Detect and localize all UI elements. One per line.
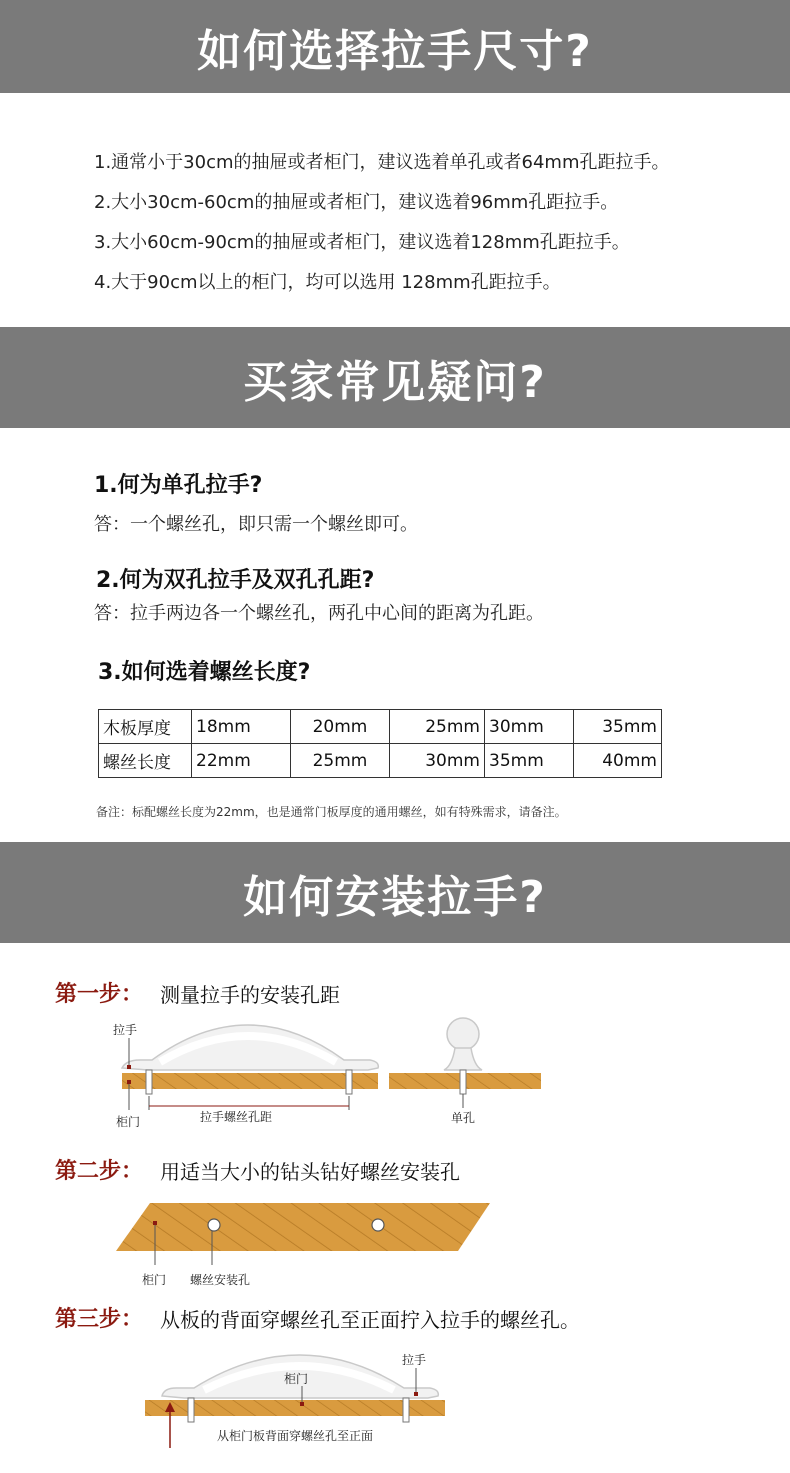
marker-dot: [414, 1392, 418, 1396]
step-3-text: 从板的背面穿螺丝孔至正面拧入拉手的螺丝孔。: [160, 1308, 580, 1332]
screw-right-3: [403, 1398, 409, 1422]
knob-neck: [444, 1048, 482, 1070]
screw-left-3: [188, 1398, 194, 1422]
table-cell: 30mm: [390, 744, 485, 778]
section-title-install: 如何安装拉手?: [243, 871, 547, 923]
knob-shape: [447, 1018, 479, 1050]
marker-dot: [300, 1402, 304, 1406]
table-cell: 18mm: [192, 710, 291, 744]
door-board: [122, 1073, 378, 1089]
label-handle-3: 拉手: [402, 1353, 427, 1367]
step-1-label: 第一步：: [55, 982, 144, 1007]
step-3-label: 第三步：: [55, 1307, 144, 1332]
step-2-label: 第二步：: [55, 1159, 144, 1184]
screw-length-table: [98, 709, 662, 778]
size-tip-1: 1.通常小于30cm的抽屉或者柜门，建议选着单孔或者64mm孔距拉手。: [94, 152, 670, 173]
table-cell: 22mm: [192, 744, 291, 778]
faq-answer-1: 答：一个螺丝孔，即只需一个螺丝即可。: [94, 514, 418, 535]
label-handle: 拉手: [113, 1023, 138, 1037]
label-screw-hole: 螺丝安装孔: [190, 1273, 251, 1287]
section-header-size: [0, 0, 790, 93]
table-cell: 木板厚度: [99, 710, 192, 744]
label-door: 柜门: [116, 1115, 141, 1129]
marker-dot: [153, 1221, 157, 1225]
table-row: [99, 710, 662, 744]
table-cell: 25mm: [390, 710, 485, 744]
table-cell: 20mm: [291, 710, 390, 744]
section-header-faq: [0, 327, 790, 428]
table-cell: 35mm: [574, 710, 662, 744]
section-title-faq: 买家常见疑问?: [243, 356, 547, 408]
handle-shape: [122, 1025, 378, 1070]
faq-answer-2: 答：拉手两边各一个螺丝孔，两孔中心间的距离为孔距。: [94, 603, 544, 624]
marker-dot: [127, 1065, 131, 1069]
faq-question-1: 1.何为单孔拉手?: [94, 473, 263, 498]
table-row: [99, 744, 662, 778]
table-cell: 螺丝长度: [99, 744, 192, 778]
step-2-text: 用适当大小的钻头钻好螺丝安装孔: [160, 1160, 460, 1184]
screw-single: [460, 1070, 466, 1094]
faq-question-3: 3.如何选着螺丝长度?: [98, 660, 311, 685]
label-hole-spacing: 拉手螺丝孔距: [200, 1110, 273, 1124]
size-tip-4: 4.大于90cm以上的柜门，均可以选用 128mm孔距拉手。: [94, 272, 561, 293]
table-cell: 30mm: [485, 710, 574, 744]
size-tip-2: 2.大小30cm-60cm的抽屉或者柜门，建议选着96mm孔距拉手。: [94, 192, 619, 213]
drill-hole-left: [208, 1219, 220, 1231]
size-tip-3: 3.大小60cm-90cm的抽屉或者柜门，建议选着128mm孔距拉手。: [94, 232, 630, 253]
section-header-install: [0, 842, 790, 943]
label-through-hole: 从柜门板背面穿螺丝孔至正面: [217, 1429, 374, 1443]
drilled-board: [116, 1203, 490, 1251]
screw-left: [146, 1070, 152, 1094]
table-cell: 35mm: [485, 744, 574, 778]
marker-dot: [127, 1080, 131, 1084]
step-1-text: 测量拉手的安装孔距: [160, 983, 340, 1007]
screw-right: [346, 1070, 352, 1094]
section-title-size: 如何选择拉手尺寸?: [197, 25, 593, 77]
label-door-2: 柜门: [142, 1273, 167, 1287]
table-cell: 25mm: [291, 744, 390, 778]
label-door-3: 柜门: [284, 1372, 309, 1386]
step-3-diagram: [0, 1340, 790, 1450]
label-single-hole: 单孔: [451, 1111, 476, 1125]
table-cell: 40mm: [574, 744, 662, 778]
screw-note: 备注：标配螺丝长度为22mm，也是通常门板厚度的通用螺丝，如有特殊需求，请备注。: [96, 805, 567, 819]
faq-question-2: 2.何为双孔拉手及双孔孔距?: [96, 568, 375, 593]
drill-hole-right: [372, 1219, 384, 1231]
step-2-diagram: [0, 1195, 790, 1275]
